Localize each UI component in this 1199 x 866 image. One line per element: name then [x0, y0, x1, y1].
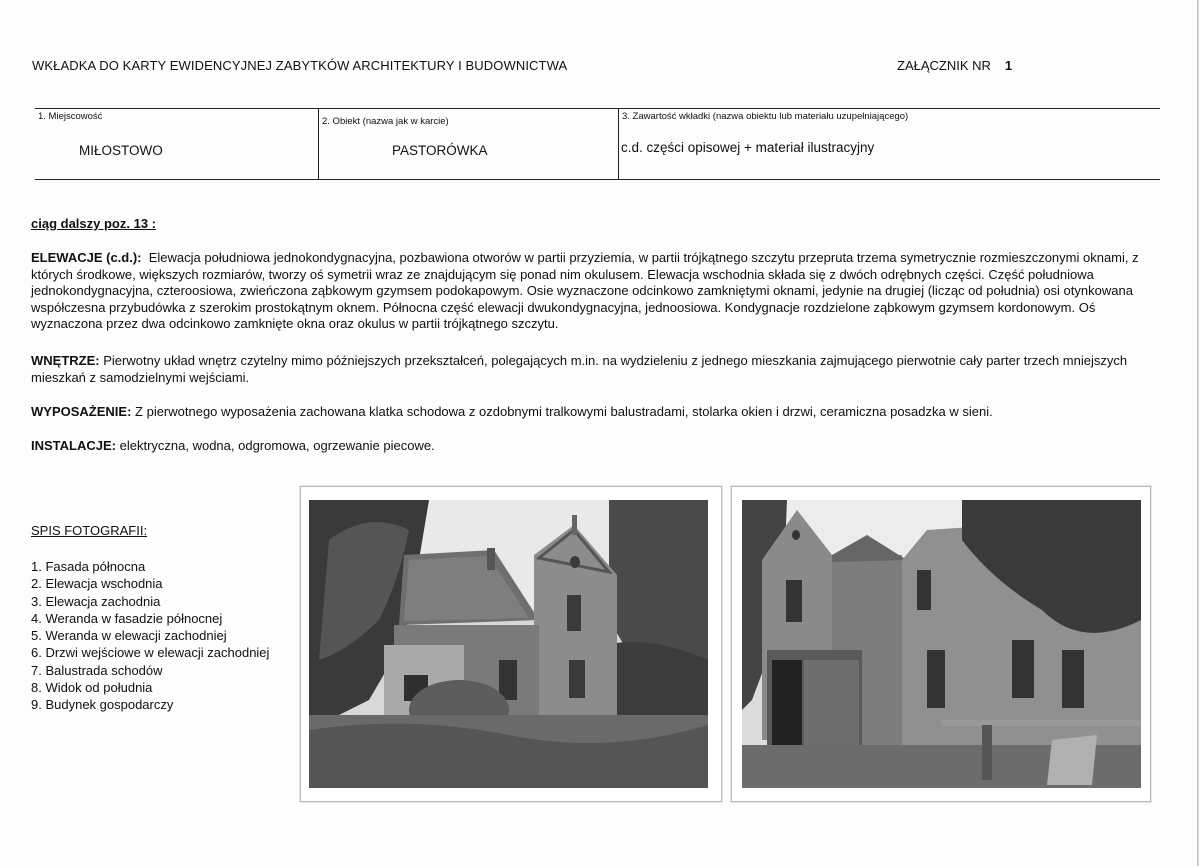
object-label: 2. Obiekt (nazwa jak w karcie): [322, 116, 449, 127]
photo-west-elevation: [742, 500, 1141, 788]
photo-list-item: 7. Balustrada schodów: [31, 662, 163, 678]
photo-list-item: 3. Elewacja zachodnia: [31, 593, 161, 609]
content-cell: [618, 109, 1160, 179]
attachment-label: ZAŁĄCZNIK NR: [897, 58, 991, 73]
installations-section: [31, 438, 1156, 455]
continued-heading: ciąg dalszy poz. 13 :: [31, 216, 156, 231]
interior-label: WNĘTRZE:: [31, 353, 100, 368]
photo-list-item: 4. Weranda w fasadzie północnej: [31, 610, 223, 626]
object-value: PASTORÓWKA: [392, 143, 488, 158]
furnishing-text: Z pierwotnego wyposażenia zachowana klatka schodowa z ozdobnymi tralkowymi balustradami, stolarka okien i drzwi, ceramiczna posadzka w sieni.: [135, 404, 993, 419]
content-label: 3. Zawartość wkładki (nazwa obiektu lub materiału uzupełniającego): [622, 111, 909, 122]
installations-label: INSTALACJE:: [31, 438, 116, 453]
attachment-number: [897, 58, 1012, 73]
house-photo-illustration: [742, 500, 1141, 788]
elevations-text: Elewacja południowa jednokondygnacyjna, pozbawiona otworów w partii przyziemia, w partii trójkątnego szczytu przepruta trzema symetrycznie rozmieszczonymi oknami, z których środkowe, większych rozmiarów, tworzy oś symetrii wraz ze znajdującym się ponad nim okulusem. Elewacja wschodnia składa się z dwóch odrębnych części. Część południowa jednokondygnacyjna, czteroosiowa, zwieńczona ząbkowym gzymsem podokapowym. Osie wyznaczone odcinkowo zamkniętymi oknami, jedynie na drugiej (licząc od południa) osi otynkowana współczesna przybudówka z szerokim prostokątnym oknem. Północna część elewacji dwukondygnacyjna, jednoosiowa. Kondygnacje rozdzielone ząbkowym gzymsem kordonowym. Oś wyznaczona przez dwa odcinkowo zamknięte okna oraz okulus w partii trójkątnego szczytu.: [31, 250, 1139, 332]
photo-frame-1: [300, 486, 722, 802]
elevations-section: [31, 250, 1156, 333]
photo-list-item: 8. Widok od południa: [31, 680, 153, 696]
photo-frame-2: [731, 486, 1151, 802]
photo-north-facade: [309, 500, 708, 788]
installations-text: elektryczna, wodna, odgromowa, ogrzewanie piecowe.: [119, 438, 435, 453]
photo-list-item: 5. Weranda w elewacji zachodniej: [31, 628, 227, 644]
photo-list-item: 1. Fasada północna: [31, 559, 146, 574]
object-cell: [318, 109, 618, 179]
furnishing-label: WYPOSAŻENIE:: [31, 404, 132, 419]
house-photo-illustration: [309, 500, 708, 788]
photo-list-item: 2. Elewacja wschodnia: [31, 576, 163, 592]
interior-text: Pierwotny układ wnętrz czytelny mimo późniejszych przekształceń, polegających m.in. na wydzieleniu z jednego mieszkania zajmującego pierwotnie cały parter trzech mniejszych mieszkań z samodzielnymi wejściami.: [31, 353, 1128, 385]
content-value: c.d. części opisowej + materiał ilustracyjny: [621, 140, 875, 155]
photo-list-item: 6. Drzwi wejściowe w elewacji zachodniej: [31, 645, 270, 661]
furnishing-section: [31, 404, 1156, 421]
document-title: WKŁADKA DO KARTY EWIDENCYJNEJ ZABYTKÓW ARCHITEKTURY I BUDOWNICTWA: [32, 58, 568, 73]
interior-section: [31, 353, 1156, 386]
locality-label: 1. Miejscowość: [38, 111, 103, 122]
locality-cell: [35, 109, 318, 179]
locality-value: MIŁOSTOWO: [79, 143, 163, 158]
header-table: [35, 108, 1160, 180]
photo-list-title: SPIS FOTOGRAFII:: [31, 523, 148, 538]
photo-list-item: 9. Budynek gospodarczy: [31, 697, 174, 713]
photo-list: [31, 558, 269, 714]
elevations-label: ELEWACJE (c.d.):: [31, 250, 142, 265]
attachment-value: 1: [1004, 58, 1013, 73]
